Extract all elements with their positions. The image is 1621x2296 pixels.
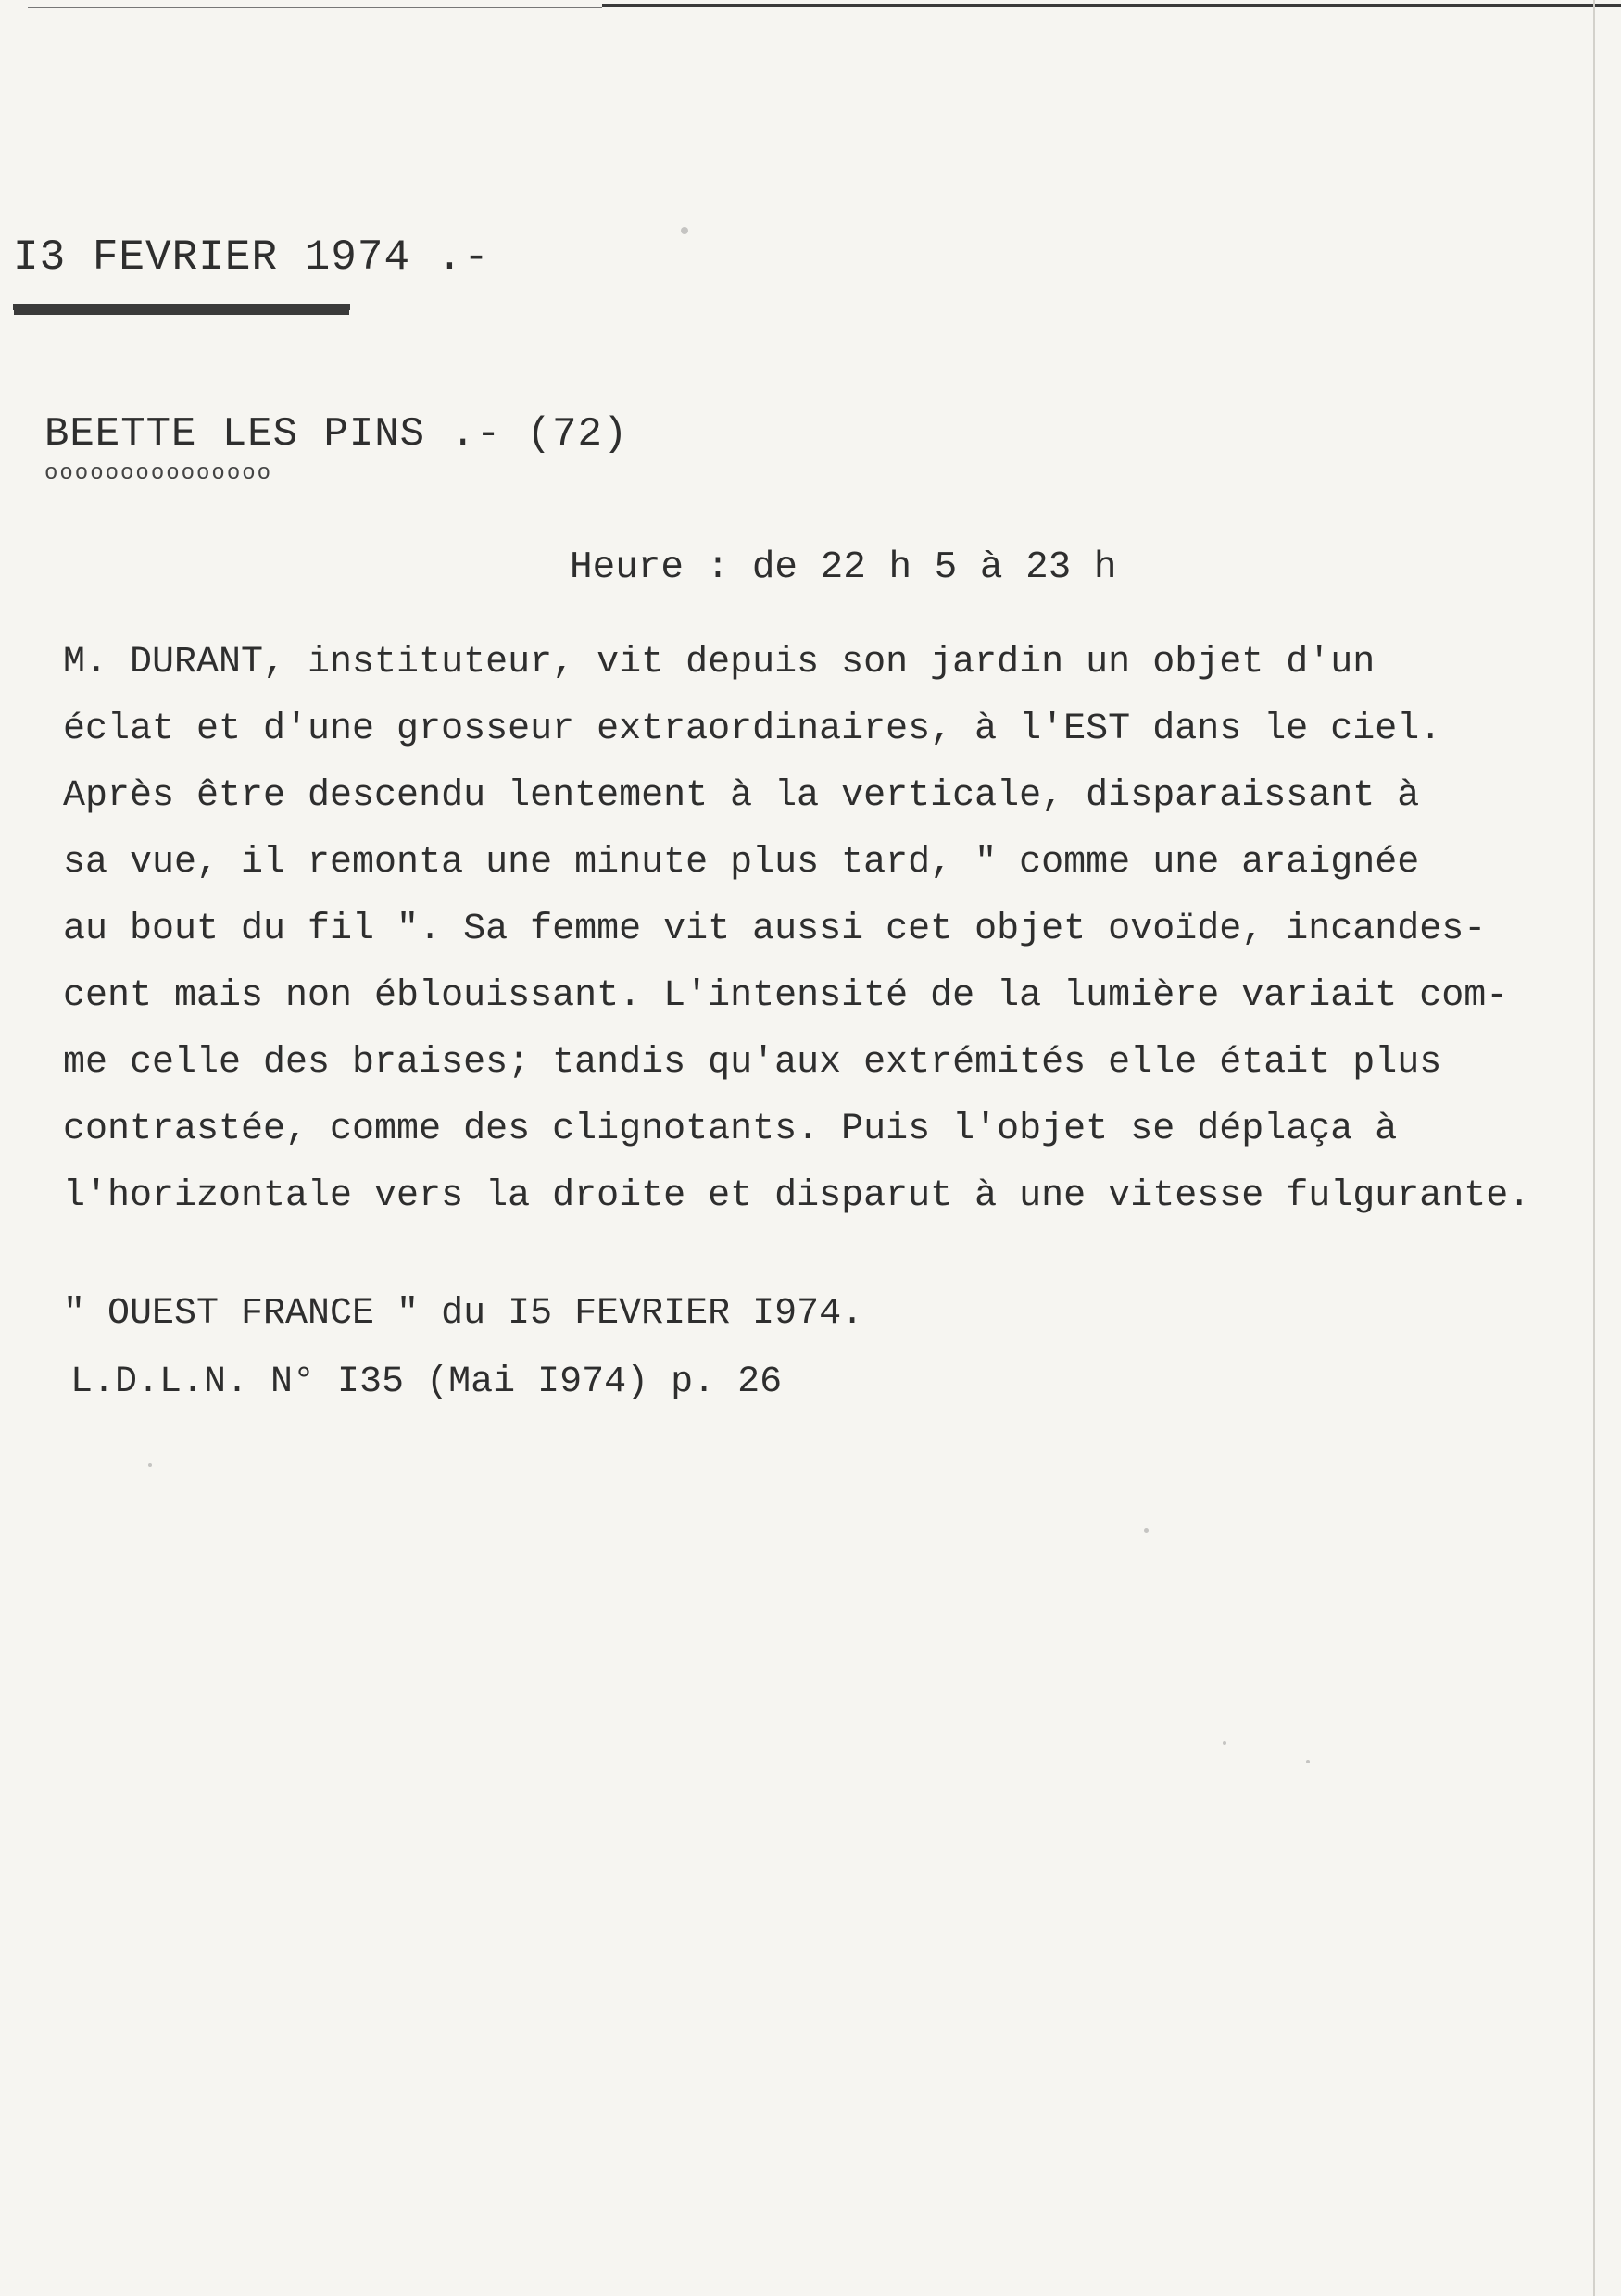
body-line: l'horizontale vers la droite et disparut à une vitesse fulgurante. [63,1175,1531,1217]
body-line: me celle des braises; tandis qu'aux extrémités elle était plus [63,1042,1442,1084]
paper-speck [1223,1741,1226,1745]
place-heading: BEETTE LES PINS .- (72) [44,411,629,458]
body-line: Après être descendu lentement à la verticale, disparaissant à [63,775,1420,817]
body-line: contrastée, comme des clignotants. Puis l'objet se déplaça à [63,1109,1398,1150]
date-heading: I3 FEVRIER 1974 .- [13,233,490,282]
paper-speck [681,227,688,234]
top-edge-rule [602,4,1621,7]
reference-citation: L.D.L.N. N° I35 (Mai I974) p. 26 [70,1361,783,1403]
body-line: éclat et d'une grosseur extraordinaires, à l'EST dans le ciel. [63,709,1442,750]
source-citation: " OUEST FRANCE " du I5 FEVRIER I974. [63,1293,864,1335]
body-line: sa vue, il remonta une minute plus tard, " comme une araignée [63,842,1420,884]
place-underline: ooooooooooooooo [44,461,273,486]
paper-speck [1144,1528,1149,1533]
paper-speck [148,1463,152,1467]
right-margin-line [1593,0,1595,2296]
body-line: M. DURANT, instituteur, vit depuis son jardin un objet d'un [63,642,1376,684]
date-underline [13,304,350,310]
body-line: au bout du fil ". Sa femme vit aussi cet objet ovoïde, incandes- [63,909,1487,950]
hour-line: Heure : de 22 h 5 à 23 h [570,546,1117,589]
paper-speck [1306,1760,1310,1763]
top-edge-line [28,7,602,8]
body-line: cent mais non éblouissant. L'intensité de la lumière variait com- [63,975,1509,1017]
report-body [63,630,1545,1230]
